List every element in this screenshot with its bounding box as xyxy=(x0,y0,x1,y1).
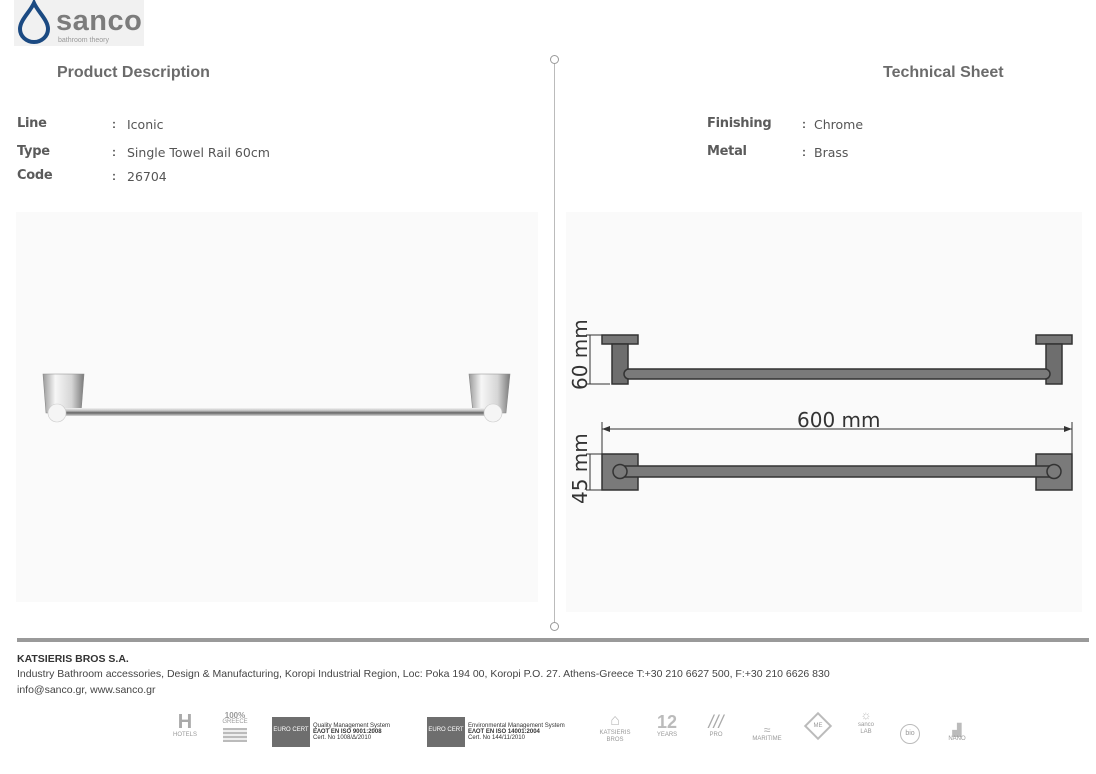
brand-name: sanco xyxy=(56,5,143,37)
colon: : xyxy=(112,117,116,131)
iso9001-title: Quality Management System xyxy=(313,723,391,729)
nano-badge xyxy=(943,724,971,764)
greek-flag-icon xyxy=(223,728,247,742)
lab-badge xyxy=(852,708,880,748)
depth-dimension-label: 45 mm xyxy=(568,433,592,504)
katsieris-badge-label: KATSIERIS BROS xyxy=(599,730,631,743)
katsieris-badge xyxy=(597,712,633,752)
lab-badge-label: sanco LAB xyxy=(857,722,874,735)
bio-icon xyxy=(900,724,920,744)
stripes-icon: /// xyxy=(708,712,724,732)
footer-rule xyxy=(17,638,1089,642)
technical-sheet-heading: Technical Sheet xyxy=(883,64,1004,81)
colon: : xyxy=(112,169,116,183)
code-value: 26704 xyxy=(127,169,167,184)
technical-drawing xyxy=(566,212,1082,612)
width-dimension-label: 600 mm xyxy=(797,408,881,432)
bio-badge-label: bio xyxy=(905,730,915,737)
years-number: 12 xyxy=(656,712,678,732)
me-badge-label: ME xyxy=(813,723,823,729)
line-value: Iconic xyxy=(127,117,164,132)
colon: : xyxy=(802,145,806,159)
code-label: Code xyxy=(17,168,53,183)
iso14001-cert: Cert. No 144/11/2010 xyxy=(468,735,525,741)
iso14001-title: Environmental Management System xyxy=(468,723,565,729)
wave-icon: ≈ xyxy=(763,723,771,737)
iso9001-cert: Cert. No 1008/Δ/2010 xyxy=(313,735,372,741)
eurocert-label: EURO CERT xyxy=(428,727,464,733)
side-view xyxy=(602,335,1072,384)
product-description-heading: Product Description xyxy=(57,64,210,81)
roof-icon: ⌂ xyxy=(610,712,620,729)
eurocert-icon xyxy=(272,717,310,747)
iso9001-standard: ΕΛΟΤ EN ISO 9001:2008 xyxy=(313,729,382,735)
brand-logo xyxy=(14,0,144,46)
finishing-value: Chrome xyxy=(814,117,864,132)
water-drop-icon xyxy=(16,0,52,44)
eurocert-icon xyxy=(427,717,465,747)
hotels-badge-label: HOTELS xyxy=(172,732,197,738)
brand-tagline: bathroom theory xyxy=(58,37,109,44)
finishing-label: Finishing xyxy=(707,116,772,131)
hotels-icon: H xyxy=(177,711,193,733)
nano-badge-label: NANO xyxy=(948,736,966,742)
eurocert-label: EURO CERT xyxy=(273,727,309,733)
bio-badge xyxy=(898,724,922,764)
greece-badge-label: GREECE xyxy=(222,719,248,725)
diamond-icon xyxy=(804,712,832,740)
divider-dot-bottom xyxy=(550,622,559,631)
greece-badge-percent: 100% xyxy=(224,711,246,720)
top-view xyxy=(602,454,1072,490)
metal-label: Metal xyxy=(707,144,747,159)
towel-rail-photo xyxy=(16,212,538,602)
pro-badge xyxy=(702,712,730,752)
colon: : xyxy=(802,117,806,131)
type-value: Single Towel Rail 60cm xyxy=(127,145,270,160)
company-contact: info@sanco.gr, www.sanco.gr xyxy=(17,684,156,696)
greece-badge xyxy=(221,712,249,752)
metal-value: Brass xyxy=(814,145,849,160)
company-name: KATSIERIS BROS S.A. xyxy=(17,653,129,665)
colon: : xyxy=(112,145,116,159)
sun-icon: ☼ xyxy=(860,708,872,722)
type-label: Type xyxy=(17,144,50,159)
spray-icon: ▟ xyxy=(952,723,962,737)
years-badge xyxy=(653,712,681,752)
maritime-badge xyxy=(750,724,784,764)
company-address: Industry Bathroom accessories, Design & Manufacturing, Koropi Industrial Region, Loc: Poka 194 00, Koropi P.O. 27. Athens-Greece T:+30 210 6627 500, F:+30 210 6626 830 xyxy=(17,668,830,680)
height-dimension-label: 60 mm xyxy=(568,319,592,390)
years-badge-label: YEARS xyxy=(656,732,678,738)
me-badge xyxy=(804,712,832,752)
dimension-drawing xyxy=(566,212,1082,612)
maritime-badge-label: MARITIME xyxy=(752,736,782,742)
line-label: Line xyxy=(17,116,47,131)
pro-badge-label: PRO xyxy=(709,732,723,738)
iso14001-standard: ΕΛΟΤ EN ISO 14001:2004 xyxy=(468,729,540,735)
divider-dot-top xyxy=(550,55,559,64)
product-photo xyxy=(16,212,538,602)
hotels-badge xyxy=(172,712,198,752)
center-divider xyxy=(554,60,555,626)
